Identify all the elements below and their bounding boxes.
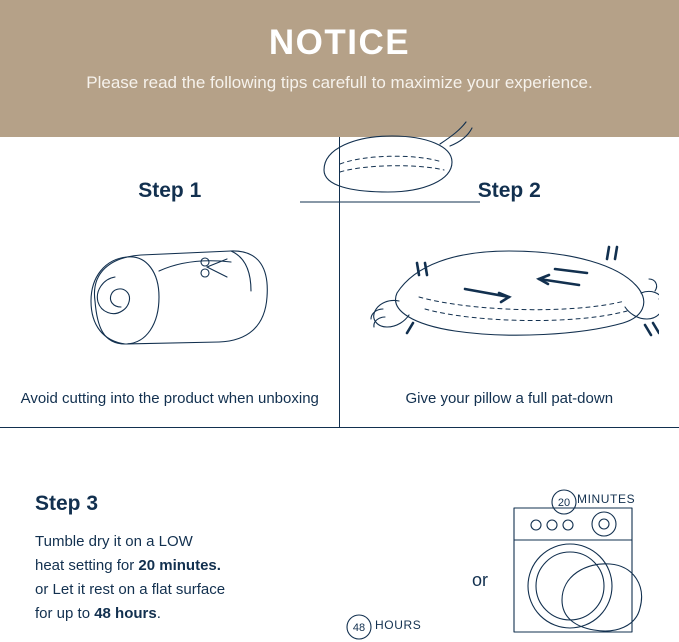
svg-text:20: 20 <box>557 497 571 509</box>
page-title: NOTICE <box>268 23 411 62</box>
hours-badge <box>345 613 373 641</box>
step-2-caption: Give your pillow a full pat-down <box>405 390 614 407</box>
step-3-line-3: or Let it rest on a flat surface <box>35 581 226 598</box>
or-label: or <box>472 570 489 590</box>
minutes-badge <box>550 488 578 516</box>
step-1-caption: Avoid cutting into the product when unboxing <box>20 390 319 407</box>
step-3-title: Step 3 <box>35 492 99 515</box>
step-3-line-4-prefix: for up to <box>35 605 95 622</box>
step-1-title: Step 1 <box>138 179 202 202</box>
rolled-pillow-with-scissors-icon <box>0 203 340 388</box>
step-3-line-2-prefix: heat setting for <box>35 557 139 574</box>
flat-pillow-icon <box>300 100 480 220</box>
step-2-title: Step 2 <box>477 179 541 202</box>
minutes-label: MINUTES <box>577 492 636 506</box>
step-3-duration-hours: 48 hours <box>94 605 157 622</box>
svg-text:48: 48 <box>352 622 366 634</box>
hands-patting-pillow-icon <box>340 203 679 388</box>
page-subtitle: Please read the following tips carefull to maximize your experience. <box>86 73 593 92</box>
hours-label: HOURS <box>375 618 422 632</box>
step-3-line-4-suffix: . <box>156 605 161 622</box>
step-3-line-1: Tumble dry it on a LOW <box>35 533 193 550</box>
step-3-text <box>35 530 300 626</box>
step-1-cell <box>0 137 340 427</box>
step-3-duration-minutes: 20 minutes. <box>138 557 221 574</box>
